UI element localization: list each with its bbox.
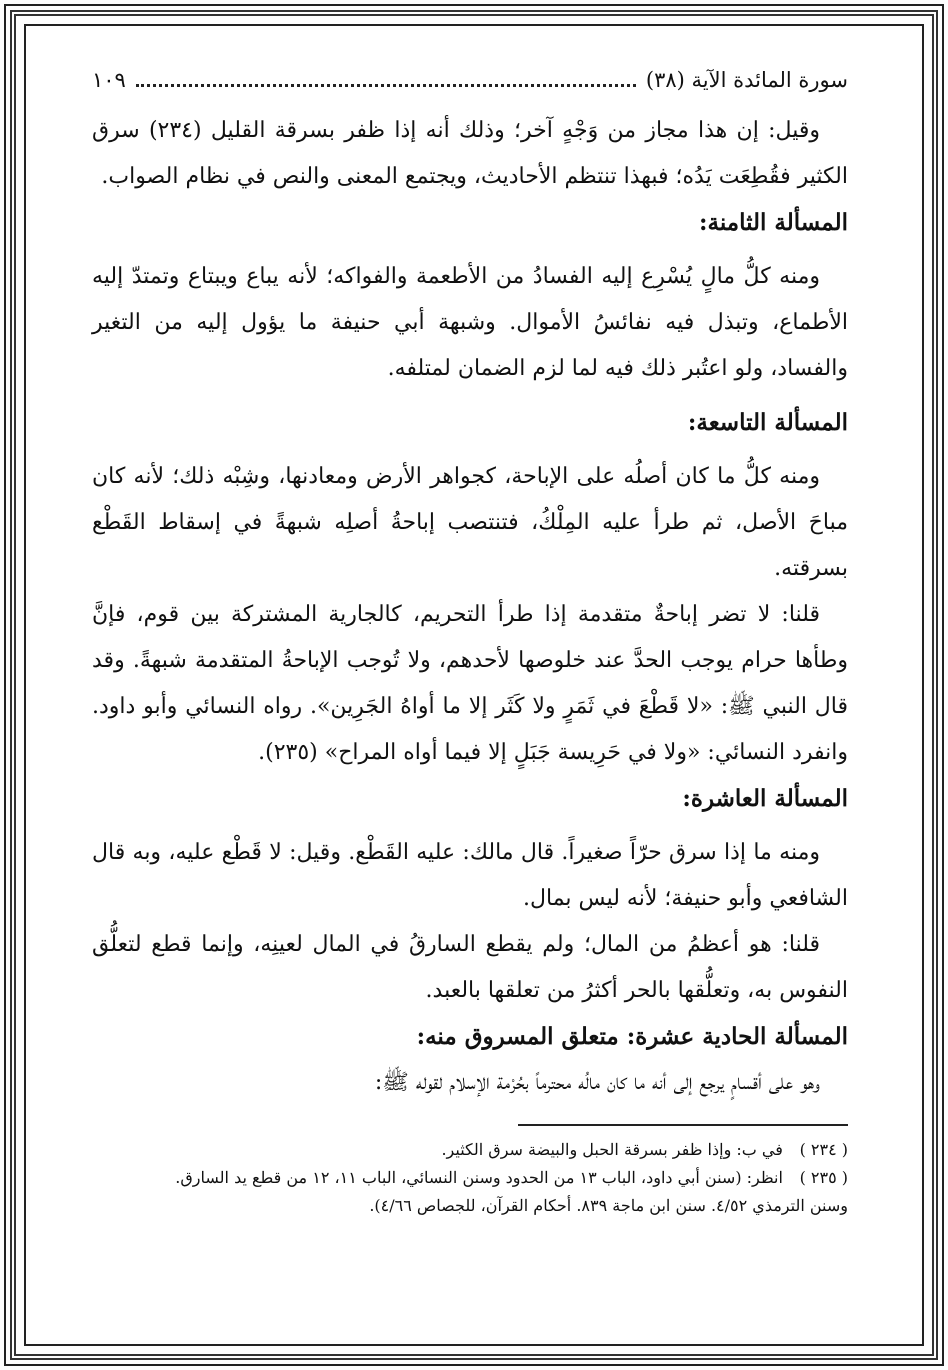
footnote-235-text: انظر: (سنن أبي داود، الباب ١٣ من الحدود وسنن النسائي، الباب ١١، ١٢ من قطع يد السارق. <box>175 1168 783 1187</box>
footnote-235-number: ( ٢٣٥ ) <box>799 1168 848 1187</box>
paragraph-3: ومنه كلُّ ما كان أصلُه على الإباحة، كجواهر الأرض ومعادنها، وشِبْه ذلك؛ لأنه كان مباحَ الأصل، ثم طرأ عليه المِلْكُ، فتنتصب إباحةُ أصلِه شبهةً في إسقاط القَطْع بسرقته. <box>92 464 848 581</box>
paragraph-4: قلنا: لا تضر إباحةٌ متقدمة إذا طرأ التحريم، كالجارية المشتركة بين قوم، فإنَّ وطأها حرام يوجب الحدَّ عند خلوصها لأحدهم، ولا تُوجب الإباحةُ المتقدمة شبهةً. وقد قال النبي ﷺ: «لا قَطْعَ في ثَمَرٍ ولا كَثَر إلا ما أواهُ الجَرِين». رواه النسائي وأبو داود. وانفرد النسائي: «ولا في حَرِيسة جَبَلٍ إلا فيما أواه المراح» (٢٣٥). <box>92 602 848 765</box>
footnote-234-number: ( ٢٣٤ ) <box>799 1140 848 1159</box>
footnote-separator <box>518 1124 848 1126</box>
running-header <box>92 60 848 100</box>
footnote-234 <box>92 1136 848 1164</box>
header-dots <box>136 84 636 87</box>
footnote-235 <box>92 1164 848 1192</box>
paragraph-5: ومنه ما إذا سرق حرّاً صغيراً. قال مالك: عليه القَطْع. وقيل: لا قَطْع عليه، وبه قال الشافعي وأبو حنيفة؛ لأنه ليس بمال. <box>92 840 848 911</box>
heading-issue-9: المسألة التاسعة: <box>687 409 848 436</box>
paragraph-7: وهو على أقسامٍ يرجع إلى أنه ما كان مالُه محترماً بحُرْمة الإسلام لقوله ﷺ: <box>374 1070 820 1095</box>
running-title: سورة المائدة الآية (٣٨) <box>645 68 848 92</box>
footnote-234-text: في ب: وإذا ظفر بسرقة الحبل والبيضة سرق الكثير. <box>441 1140 783 1159</box>
book-page <box>92 60 848 1310</box>
page-number: ١٠٩ <box>92 68 126 92</box>
heading-issue-11: المسألة الحادية عشرة: متعلق المسروق منه: <box>416 1023 848 1050</box>
paragraph-2: ومنه كلُّ مالٍ يُسْرِع إليه الفسادُ من الأطعمة والفواكه؛ لأنه يباع ويبتاع وتمتدّ إليه الأطماع، وتبذل فيه نفائسُ الأموال. وشبهة أبي حنيفة ما يؤول إليه من التغير والفساد، ولو اعتُبر ذلك فيه لما لزم الضمان لمتلفه. <box>92 264 848 381</box>
footnote-235-continued: وسنن الترمذي ٤/٥٢. سنن ابن ماجة ٨٣٩. أحكام القرآن، للجصاص ٤/٦٦). <box>369 1196 848 1215</box>
paragraph-1: وقيل: إن هذا مجاز من وَجْهٍ آخر؛ وذلك أنه إذا ظفر بسرقة القليل (٢٣٤) سرق الكثير فقُطِعَت يَدُه؛ فبهذا تنتظم الأحاديث، ويجتمع المعنى والنص في نظام الصواب. <box>92 118 848 189</box>
heading-issue-8: المسألة الثامنة: <box>699 209 848 236</box>
paragraph-6: قلنا: هو أعظمُ من المال؛ ولم يقطع السارقُ في المال لعينِه، وإنما قطع لتعلُّق النفوس به، وتعلُّقها بالحر أكثرُ من تعلقها بالعبد. <box>92 932 848 1003</box>
heading-issue-10: المسألة العاشرة: <box>682 785 848 812</box>
